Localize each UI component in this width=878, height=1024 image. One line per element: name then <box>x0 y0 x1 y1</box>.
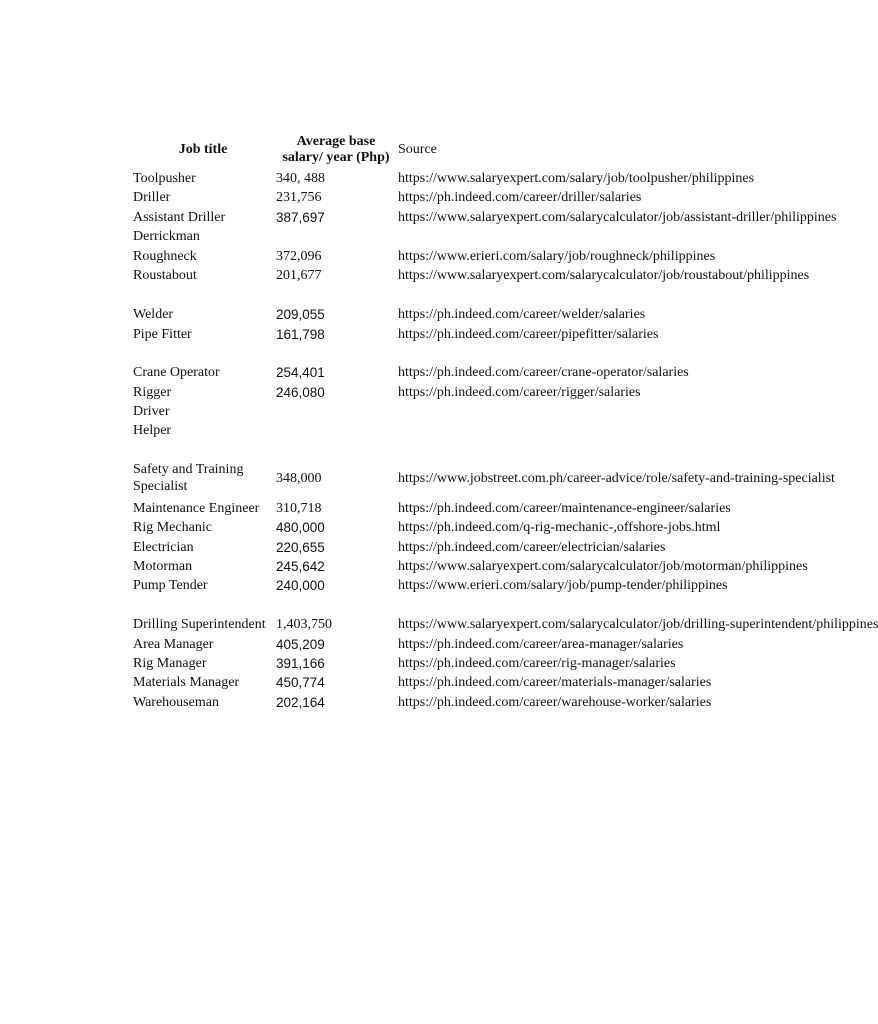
cell-source-link: https://ph.indeed.com/career/rigger/salaries <box>398 385 641 400</box>
cell-salary: 348,000 <box>276 471 322 486</box>
cell-job-title: Pump Tender <box>133 578 208 593</box>
cell-job-title: Welder <box>133 307 174 322</box>
cell-source-link <box>398 228 653 245</box>
cell-job-title: Roughneck <box>133 249 197 264</box>
cell-source-link: https://www.erieri.com/salary/job/pump-tender/philippines <box>398 578 728 593</box>
cell-source-link: https://ph.indeed.com/career/driller/salaries <box>398 190 642 205</box>
cell-job-title: Drilling Superintendent <box>133 617 266 632</box>
cell-job-title: Assistant Driller <box>133 210 226 225</box>
cell-job-title: Roustabout <box>133 268 197 283</box>
cell-salary <box>276 422 394 439</box>
cell-salary: 405,209 <box>276 637 325 652</box>
cell-source-link: https://www.salaryexpert.com/salarycalculator/job/roustabout/philippines <box>398 268 810 283</box>
cell-job-title: Crane Operator <box>133 365 220 380</box>
cell-job-title: Derrickman <box>133 229 200 244</box>
cell-job-title: Materials Manager <box>133 675 240 690</box>
cell-job-title: Driver <box>133 404 170 419</box>
cell-salary <box>276 403 394 420</box>
header-average-salary: Average base salary/ year (Php) <box>282 134 390 165</box>
cell-salary: 310,718 <box>276 501 322 516</box>
cell-salary: 209,055 <box>276 307 325 322</box>
cell-source-link: https://www.salaryexpert.com/salarycalculator/job/assistant-driller/philippines <box>398 210 837 225</box>
cell-source-link: https://ph.indeed.com/career/warehouse-worker/salaries <box>398 695 712 710</box>
cell-source-link: https://ph.indeed.com/career/area-manager/salaries <box>398 637 684 652</box>
cell-job-title: Motorman <box>133 559 193 574</box>
cell-job-title: Safety and Training Specialist <box>133 462 244 494</box>
cell-source-link: https://ph.indeed.com/career/rig-manager/salaries <box>398 656 676 671</box>
cell-source-link: https://ph.indeed.com/career/crane-operator/salaries <box>398 365 689 380</box>
cell-job-title: Toolpusher <box>133 171 196 186</box>
cell-source-link: https://ph.indeed.com/career/pipefitter/salaries <box>398 327 659 342</box>
cell-salary: 240,000 <box>276 578 325 593</box>
cell-source-link: https://ph.indeed.com/career/maintenance-engineer/salaries <box>398 501 731 516</box>
cell-salary: 254,401 <box>276 365 325 380</box>
cell-salary <box>276 228 394 245</box>
cell-salary: 1,403,750 <box>276 617 332 632</box>
cell-job-title: Electrician <box>133 540 194 555</box>
cell-source-link: https://www.salaryexpert.com/salary/job/toolpusher/philippines <box>398 171 755 186</box>
cell-job-title: Helper <box>133 423 172 438</box>
cell-salary: 450,774 <box>276 675 325 690</box>
cell-salary: 201,677 <box>276 268 322 283</box>
cell-job-title: Pipe Fitter <box>133 327 192 342</box>
cell-salary: 231,756 <box>276 190 322 205</box>
cell-source-link: https://ph.indeed.com/q-rig-mechanic-,offshore-jobs.html <box>398 520 721 535</box>
cell-source-link: https://www.erieri.com/salary/job/roughneck/philippines <box>398 249 716 264</box>
cell-source-link: https://ph.indeed.com/career/materials-manager/salaries <box>398 675 712 690</box>
cell-salary: 220,655 <box>276 540 325 555</box>
cell-salary: 161,798 <box>276 327 325 342</box>
cell-source-link: https://www.salaryexpert.com/salarycalculator/job/motorman/philippines <box>398 559 808 574</box>
cell-salary: 387,697 <box>276 210 325 225</box>
cell-job-title: Warehouseman <box>133 695 219 710</box>
cell-salary: 245,642 <box>276 559 325 574</box>
cell-job-title: Rig Manager <box>133 656 207 671</box>
cell-source-link: https://ph.indeed.com/career/electrician/salaries <box>398 540 666 555</box>
cell-source-link: https://www.salaryexpert.com/salarycalculator/job/drilling-superintendent/philippines <box>398 617 878 632</box>
cell-job-title: Area Manager <box>133 637 214 652</box>
cell-job-title: Maintenance Engineer <box>133 501 260 516</box>
cell-job-title: Driller <box>133 190 171 205</box>
cell-job-title: Rig Mechanic <box>133 520 212 535</box>
cell-salary: 372,096 <box>276 249 322 264</box>
cell-salary: 340, 488 <box>276 171 325 186</box>
cell-source-link <box>398 403 653 420</box>
cell-salary: 480,000 <box>276 520 325 535</box>
cell-salary: 391,166 <box>276 656 325 671</box>
header-source: Source <box>398 142 437 157</box>
cell-source-link <box>398 422 653 439</box>
header-job-title: Job title <box>178 142 228 157</box>
cell-salary: 202,164 <box>276 695 325 710</box>
cell-source-link: https://www.jobstreet.com.ph/career-advice/role/safety-and-training-specialist <box>398 471 835 486</box>
cell-job-title: Rigger <box>133 385 172 400</box>
cell-salary: 246,080 <box>276 385 325 400</box>
cell-source-link: https://ph.indeed.com/career/welder/salaries <box>398 307 646 322</box>
